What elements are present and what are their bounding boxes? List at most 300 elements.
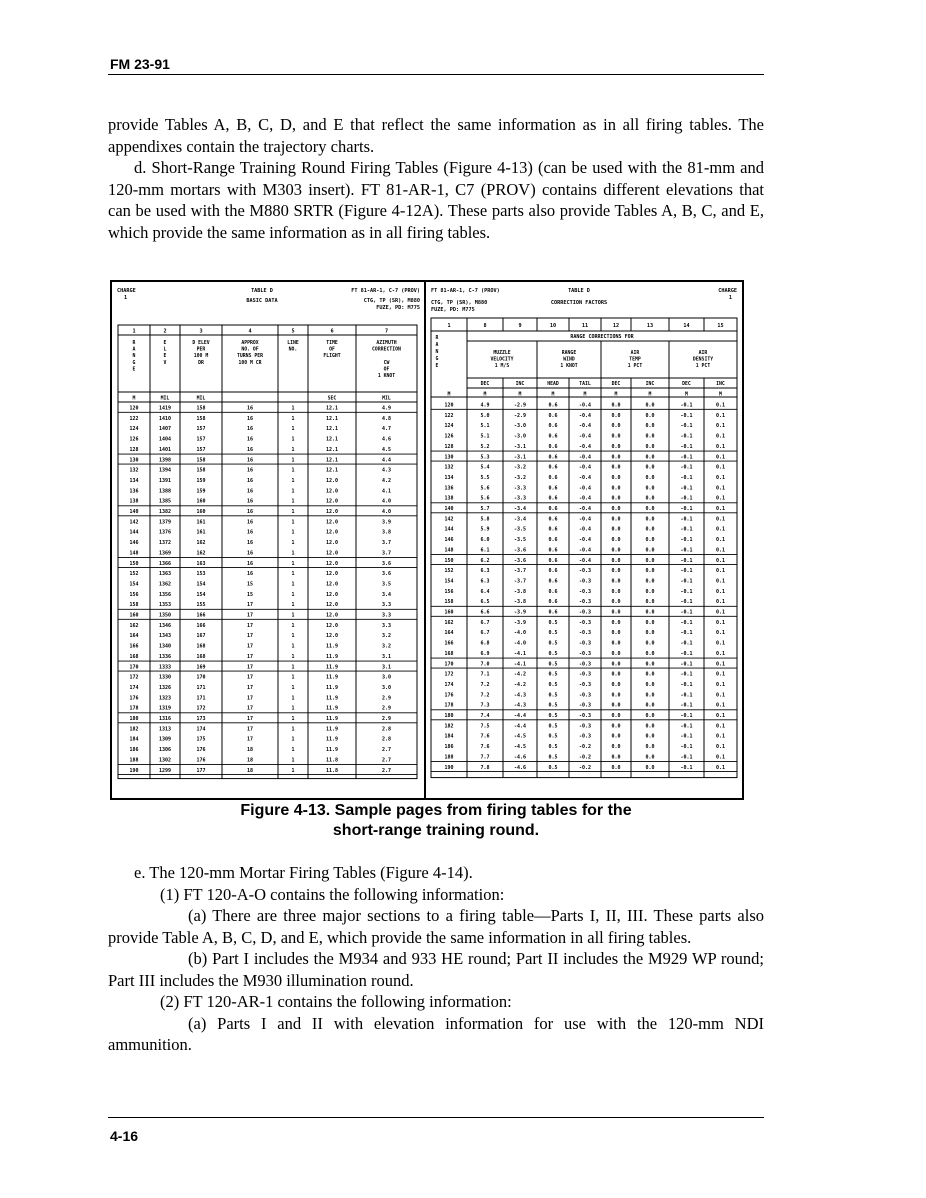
right-table-cell: -0.1	[680, 423, 693, 430]
right-table-cell: -3.3	[513, 495, 527, 502]
left-table-cell: 163	[196, 560, 206, 567]
left-table-cell: 1369	[158, 550, 172, 557]
right-table-cell: -4.1	[513, 650, 527, 657]
right-table-cell: 0.0	[645, 681, 655, 688]
right-table-cell: -0.1	[680, 588, 693, 595]
left-table-cell: 1388	[158, 488, 172, 495]
right-table-cell: 0.1	[715, 568, 726, 575]
right-table-cell: 0.0	[611, 474, 621, 481]
right-table-cell: 0.0	[611, 568, 621, 575]
right-table-subtitle: CORRECTION FACTORS	[550, 300, 608, 306]
right-unit-label: M	[483, 392, 487, 398]
left-table-cell: 1	[291, 643, 295, 650]
left-table-cell: 11.9	[325, 736, 339, 743]
right-table-cell: 0.0	[645, 609, 655, 616]
right-table-cell: -3.2	[513, 474, 527, 481]
left-table-cell: 1	[291, 695, 295, 702]
left-column-number: 7	[384, 328, 389, 335]
right-table-cell: 154	[444, 578, 454, 585]
left-table-cell: 4.6	[381, 436, 392, 443]
right-column-number: 15	[717, 323, 724, 329]
left-table-cell: 18	[246, 757, 254, 764]
left-table-cell: 16	[246, 509, 254, 515]
left-table-cell: 1366	[158, 560, 172, 567]
right-table-cell: 0.1	[715, 681, 726, 688]
right-table-cell: 0.1	[715, 702, 726, 709]
left-table-cell: 158	[196, 467, 206, 474]
right-table-cell: -4.2	[513, 671, 527, 678]
right-group-header: TEMP	[629, 357, 641, 363]
left-table-cell: 168	[196, 653, 206, 660]
left-table-cell: 17	[246, 684, 254, 691]
left-table-cell: 3.6	[381, 571, 392, 578]
left-table-cell: 1391	[158, 477, 172, 484]
left-table-cell: 1382	[158, 509, 172, 515]
right-table-cell: -0.1	[680, 619, 693, 626]
right-table-cell: -3.8	[513, 588, 527, 595]
right-table-cell: 6.4	[480, 588, 490, 595]
left-table-cell: 16	[246, 477, 254, 484]
right-table-cell: -4.0	[513, 640, 527, 647]
right-table-cell: 6.7	[480, 619, 490, 626]
left-table-cell: 1	[291, 664, 295, 671]
right-table-cell: 0.0	[611, 433, 621, 440]
right-table-cell: 144	[444, 526, 454, 533]
right-table-cell: -4.6	[513, 764, 527, 771]
right-table-cell: -0.3	[578, 713, 592, 719]
right-subheader: HEAD	[547, 382, 559, 387]
left-table-cell: 11.9	[325, 726, 339, 733]
right-table-cell: 7.4	[480, 713, 490, 719]
right-table-cell: 0.0	[645, 640, 655, 647]
left-table-cell: 1	[291, 684, 295, 691]
right-table-cell: 0.0	[645, 464, 655, 471]
right-table-cell: 5.8	[480, 516, 490, 523]
left-column-header: A	[132, 347, 136, 353]
paragraph-d: d. Short-Range Training Round Firing Tables (Figure 4-13) (can be used with the 81-mm and 120-mm mortars with M303 insert). FT 81-AR-1, C7 (PROV) contains different elevations that can be used with the M880 SRTR (Figure 4-12A). These parts also provide Tables A, B, C, and E, which provide the same information as in all firing tables.	[108, 158, 764, 242]
left-table-cell: 1	[291, 477, 295, 484]
left-table-cell: 1372	[158, 540, 172, 547]
left-ft-id: FT 81-AR-1, C-7 (PROV)	[351, 288, 420, 294]
right-table-cell: 0.0	[645, 433, 655, 440]
left-table-cell: 12.1	[325, 436, 339, 443]
right-table-cell: 0.6	[548, 516, 558, 523]
right-table-cell: 5.9	[480, 526, 490, 533]
left-table-cell: 12.1	[325, 405, 339, 412]
right-table-cell: -4.2	[513, 681, 527, 688]
right-table-cell: 0.0	[645, 630, 655, 637]
right-table-cell: 176	[444, 692, 454, 699]
left-table-cell: 1363	[158, 571, 172, 578]
paragraph-e2: (2) FT 120-AR-1 contains the following information:	[160, 992, 512, 1011]
right-table-cell: 0.0	[611, 640, 621, 647]
left-table-cell: 153	[196, 571, 206, 578]
left-table-cell: 3.7	[381, 550, 392, 557]
right-table-cell: -0.4	[578, 412, 592, 419]
right-table-cell: -0.1	[680, 474, 693, 481]
right-table-cell: -0.1	[680, 681, 693, 688]
right-table-cell: 0.0	[611, 588, 621, 595]
right-table-cell: 0.1	[715, 474, 726, 481]
left-table-cell: 190	[129, 767, 139, 774]
left-column-header: D ELEV	[192, 341, 210, 346]
right-table-cell: 0.6	[548, 412, 558, 419]
right-table-cell: -0.1	[680, 650, 693, 657]
left-table-cell: 157	[196, 436, 206, 443]
left-table-cell: 158	[196, 415, 206, 422]
left-table-cell: 1	[291, 467, 295, 474]
right-table-cell: 5.5	[480, 474, 490, 481]
left-column-header: AZIMUTH	[376, 341, 397, 346]
right-column-number: 8	[483, 323, 487, 329]
right-table-cell: 0.1	[715, 423, 726, 430]
right-table-cell: 0.0	[611, 516, 621, 523]
right-table-cell: 0.0	[611, 454, 621, 461]
right-table-cell: -0.4	[578, 402, 592, 409]
left-table-cell: 184	[129, 736, 139, 743]
right-table-cell: 0.1	[715, 754, 726, 761]
right-subheader: DEC	[682, 382, 691, 387]
right-table-cell: 0.5	[548, 754, 558, 761]
right-table-cell: -0.1	[680, 464, 693, 471]
right-table-cell: -0.4	[578, 485, 592, 492]
left-table-cell: 1	[291, 602, 295, 609]
right-table-cell: -0.1	[680, 485, 693, 492]
right-group-header: DENSITY	[692, 357, 714, 363]
left-column-header: R	[132, 341, 136, 346]
right-table-cell: 0.1	[715, 495, 726, 502]
right-table-cell: 0.1	[715, 640, 726, 647]
right-table-cell: -0.3	[578, 599, 592, 606]
right-table-cell: -4.4	[513, 723, 527, 730]
left-table-cell: 160	[196, 498, 206, 505]
left-table-cell: 1	[291, 498, 295, 505]
right-table-cell: 0.1	[715, 526, 726, 533]
right-table-cell: 6.3	[480, 578, 490, 585]
right-table-cell: 122	[444, 412, 454, 419]
right-table-cell: -0.1	[680, 568, 693, 575]
left-table-cell: 1379	[158, 519, 172, 526]
right-table-cell: -0.1	[680, 557, 693, 564]
left-table-cell: 3.0	[381, 674, 392, 681]
right-table-cell: 142	[444, 516, 454, 523]
right-table-cell: 6.3	[480, 568, 490, 575]
right-table-cell: 0.6	[548, 547, 558, 554]
left-table-cell: 16	[246, 498, 254, 505]
left-table-cell: 174	[129, 684, 139, 691]
left-table-cell: 4.2	[381, 477, 392, 484]
right-unit-label: M	[719, 392, 722, 398]
left-column-number: 2	[163, 328, 167, 335]
right-table-cell: 0.1	[715, 744, 726, 751]
right-unit-label: M	[518, 392, 522, 398]
right-table-cell: 7.1	[480, 671, 490, 678]
right-table-cell: 0.0	[645, 599, 655, 606]
right-table-cell: -4.1	[513, 661, 527, 668]
right-table-cell: 0.6	[548, 537, 558, 544]
right-table-cell: -4.3	[513, 702, 527, 709]
right-table-cell: -0.1	[680, 713, 693, 719]
right-table-cell: -0.3	[578, 568, 592, 575]
left-table-cell: 1	[291, 726, 295, 733]
left-column-header: V	[163, 360, 167, 366]
left-table-cell: 1419	[158, 405, 172, 412]
right-table-cell: 0.5	[548, 650, 558, 657]
right-table-cell: 166	[444, 640, 454, 647]
right-table-cell: -4.0	[513, 630, 527, 637]
right-table-cell: 0.0	[645, 578, 655, 585]
right-table-cell: -3.4	[513, 516, 527, 523]
paragraph-e1: (1) FT 120-A-O contains the following information:	[160, 884, 505, 904]
right-table-cell: 0.0	[645, 754, 655, 761]
left-table-cell: 1	[291, 415, 295, 422]
left-table-cell: 2.8	[381, 726, 392, 733]
right-table-cell: -0.3	[578, 588, 592, 595]
right-table-cell: -0.4	[578, 443, 592, 450]
left-table-cell: 175	[196, 736, 206, 743]
left-table-cell: 1336	[158, 653, 172, 660]
left-table-cell: 1	[291, 405, 295, 412]
right-table-cell: 0.0	[611, 702, 621, 709]
right-table-cell: -0.1	[680, 661, 693, 668]
right-table-cell: 7.2	[480, 681, 490, 688]
right-table-cell: -0.4	[578, 547, 592, 554]
left-table-cell: 157	[196, 446, 206, 453]
right-table-cell: -0.1	[680, 547, 693, 554]
right-table-cell: 0.5	[548, 630, 558, 637]
right-table-cell: 0.5	[548, 713, 558, 719]
right-table-cell: 172	[444, 671, 454, 678]
right-table-cell: 6.1	[480, 547, 490, 554]
right-table-cell: 0.1	[715, 650, 726, 657]
right-table-cell: 0.0	[645, 495, 655, 502]
left-table-cell: 1313	[158, 726, 172, 733]
right-table-cell: -0.3	[578, 578, 592, 585]
left-table-cell: 17	[246, 664, 254, 671]
right-table-cell: -0.4	[578, 526, 592, 533]
left-table-cell: 1326	[158, 684, 172, 691]
right-table-cell: 188	[444, 754, 454, 761]
left-column-header: 1 KNOT	[377, 374, 396, 379]
right-table-cell: 174	[444, 681, 454, 688]
left-table-cell: 1350	[158, 612, 172, 619]
right-table-cell: -0.3	[578, 630, 592, 637]
right-table-cell: -0.2	[578, 754, 592, 761]
left-table-cell: 17	[246, 705, 254, 712]
right-table-cell: -3.0	[513, 423, 527, 430]
left-column-header: DR	[198, 360, 204, 366]
left-table-cell: 166	[129, 643, 139, 650]
right-table-cell: -3.4	[513, 506, 527, 512]
right-table-cell: 0.1	[715, 609, 726, 616]
left-table-cell: 3.5	[381, 581, 392, 588]
right-table-cell: -0.3	[578, 723, 592, 730]
right-table-cell: 136	[444, 485, 454, 492]
right-table-cell: 150	[444, 557, 454, 564]
right-table-cell: 0.1	[715, 599, 726, 606]
right-table-cell: -0.3	[578, 609, 592, 616]
left-table-cell: 11.9	[325, 716, 339, 722]
right-table-cell: 120	[444, 402, 454, 409]
right-table-cell: -3.8	[513, 599, 527, 606]
header-rule	[108, 74, 764, 75]
right-table-cell: 0.0	[611, 402, 621, 409]
left-table-cell: 144	[129, 529, 139, 536]
right-table-cell: -3.7	[513, 578, 527, 585]
left-table-cell: 126	[129, 436, 139, 443]
right-table-cell: 164	[444, 630, 454, 637]
left-table-cell: 1	[291, 581, 295, 588]
right-table-cell: 0.1	[715, 692, 726, 699]
right-table-cell: 0.0	[645, 744, 655, 751]
right-table-cell: -0.4	[578, 433, 592, 440]
right-table-cell: 134	[444, 474, 454, 481]
left-column-header: E	[132, 367, 136, 373]
right-table-cell: -0.1	[680, 744, 693, 751]
right-table-cell: -0.4	[578, 537, 592, 544]
right-table-cell: 0.1	[715, 537, 726, 544]
left-table-cell: 16	[246, 446, 254, 453]
left-table-cell: 2.7	[381, 767, 392, 774]
right-column-number: 13	[646, 323, 654, 329]
right-table-cell: -3.7	[513, 568, 527, 575]
left-table-cell: 160	[129, 612, 139, 619]
caption-line-1: Figure 4-13. Sample pages from firing tables for the	[240, 802, 632, 819]
left-table-cell: 17	[246, 653, 254, 660]
right-table-cell: 126	[444, 433, 454, 440]
right-table-cell: -4.5	[513, 733, 527, 740]
right-table-cell: 0.5	[548, 640, 558, 647]
left-table-cell: 180	[129, 716, 139, 722]
right-table-cell: -0.1	[680, 599, 693, 606]
left-table-cell: 1	[291, 705, 295, 712]
left-table-cell: 2.9	[381, 705, 392, 712]
right-subheader: INC	[645, 382, 655, 387]
right-table-cell: 6.0	[480, 537, 490, 544]
right-table-cell: 0.1	[715, 454, 726, 461]
left-table-cell: 2.9	[381, 695, 392, 702]
right-table-cell: 168	[444, 650, 454, 657]
left-table-cell: 3.3	[381, 602, 392, 609]
right-table-cell: 0.1	[715, 619, 726, 626]
left-table-cell: 17	[246, 643, 254, 650]
left-table-cell: 11.9	[325, 653, 339, 660]
left-table-cell: 1319	[158, 705, 172, 712]
right-table-cell: 0.0	[645, 723, 655, 730]
left-table-cell: 3.6	[381, 560, 392, 567]
right-table-cell: 0.0	[645, 402, 655, 409]
right-subheader: DEC	[480, 382, 490, 387]
right-range-header: RANGE CORRECTIONS FOR	[570, 334, 634, 340]
left-table-cell: 4.4	[381, 457, 392, 464]
right-table-cell: 0.1	[715, 764, 726, 771]
left-table-cell: 3.9	[381, 519, 392, 526]
right-table-cell: -0.1	[680, 537, 693, 544]
left-table-cell: 170	[196, 674, 206, 681]
right-table-cell: 0.0	[611, 547, 621, 554]
right-table-cell: -0.4	[578, 454, 592, 461]
right-table-cell: 5.4	[480, 464, 490, 471]
left-table-cell: 11.9	[325, 674, 339, 681]
right-group-header: 1 PCT	[695, 364, 711, 370]
left-column-number: 3	[199, 328, 203, 335]
right-table-title: TABLE D	[568, 288, 590, 294]
right-table-cell: 0.0	[611, 412, 621, 419]
right-table-cell: -3.3	[513, 485, 527, 492]
left-table-cell: 1	[291, 716, 295, 722]
left-table-cell: 16	[246, 415, 254, 422]
left-table-cell: 1	[291, 560, 295, 567]
left-column-header: NO.	[288, 347, 298, 353]
right-table-cell: 0.5	[548, 764, 558, 771]
right-table-cell: 5.2	[480, 443, 490, 450]
left-table-cell: 16	[246, 467, 254, 474]
left-table-cell: 177	[196, 767, 206, 774]
right-table-cell: 130	[444, 454, 454, 461]
left-table-cell: 12.0	[325, 498, 339, 505]
right-table-cell: 0.1	[715, 733, 726, 740]
left-table-cell: 12.0	[325, 550, 339, 557]
right-subheader: DEC	[611, 382, 621, 387]
left-table-cell: 16	[246, 426, 254, 433]
left-table-cell: 124	[129, 426, 139, 433]
right-table-cell: 0.6	[548, 557, 558, 564]
right-group-header: RANGE	[561, 351, 577, 356]
left-table-cell: 16	[246, 540, 254, 547]
left-table-cell: 4.0	[381, 509, 392, 515]
left-table-cell: 1398	[158, 457, 172, 464]
left-column-header: G	[132, 360, 136, 366]
right-table-cell: -0.4	[578, 474, 592, 481]
left-charge-number: 1	[124, 295, 128, 301]
right-table-cell: -3.9	[513, 609, 527, 616]
left-table-cell: 160	[196, 509, 206, 515]
left-table-cell: 1	[291, 757, 295, 764]
right-table-cell: 0.0	[611, 733, 621, 740]
right-column-number: 1	[447, 323, 451, 329]
left-column-header: 100 M	[193, 354, 209, 360]
left-table-cell: 1	[291, 426, 295, 433]
right-charge-label: CHARGE	[718, 288, 737, 294]
left-table-cell: 161	[196, 519, 206, 526]
right-table-cell: 7.2	[480, 692, 490, 699]
right-table-cell: 0.0	[645, 454, 655, 461]
left-column-header: FLIGHT	[323, 354, 341, 360]
right-table-cell: 7.5	[480, 723, 490, 730]
right-table-cell: -0.1	[680, 578, 693, 585]
right-table-cell: 0.0	[611, 754, 621, 761]
right-table-cell: 6.7	[480, 630, 490, 637]
left-table-cell: 12.1	[325, 467, 339, 474]
left-table-cell: 168	[196, 643, 206, 650]
right-table-cell: -3.5	[513, 526, 527, 533]
left-table-cell: 176	[196, 747, 206, 754]
right-table-cell: 5.6	[480, 485, 490, 492]
right-range-letter: E	[435, 364, 439, 369]
right-group-header: MUZZLE	[493, 351, 511, 356]
right-table-cell: 158	[444, 599, 454, 606]
right-table-cell: -0.1	[680, 526, 693, 533]
left-table-cell: 3.2	[381, 643, 392, 650]
right-table-cell: 0.0	[611, 650, 621, 657]
right-table-cell: 0.0	[611, 609, 621, 616]
left-table-cell: 4.0	[381, 498, 392, 505]
right-table-cell: 5.6	[480, 495, 490, 502]
right-table-cell: 0.0	[645, 713, 655, 719]
right-group-header: 1 KNOT	[560, 364, 578, 370]
right-unit-label: M	[648, 392, 652, 398]
right-table-cell: 0.1	[715, 547, 726, 554]
